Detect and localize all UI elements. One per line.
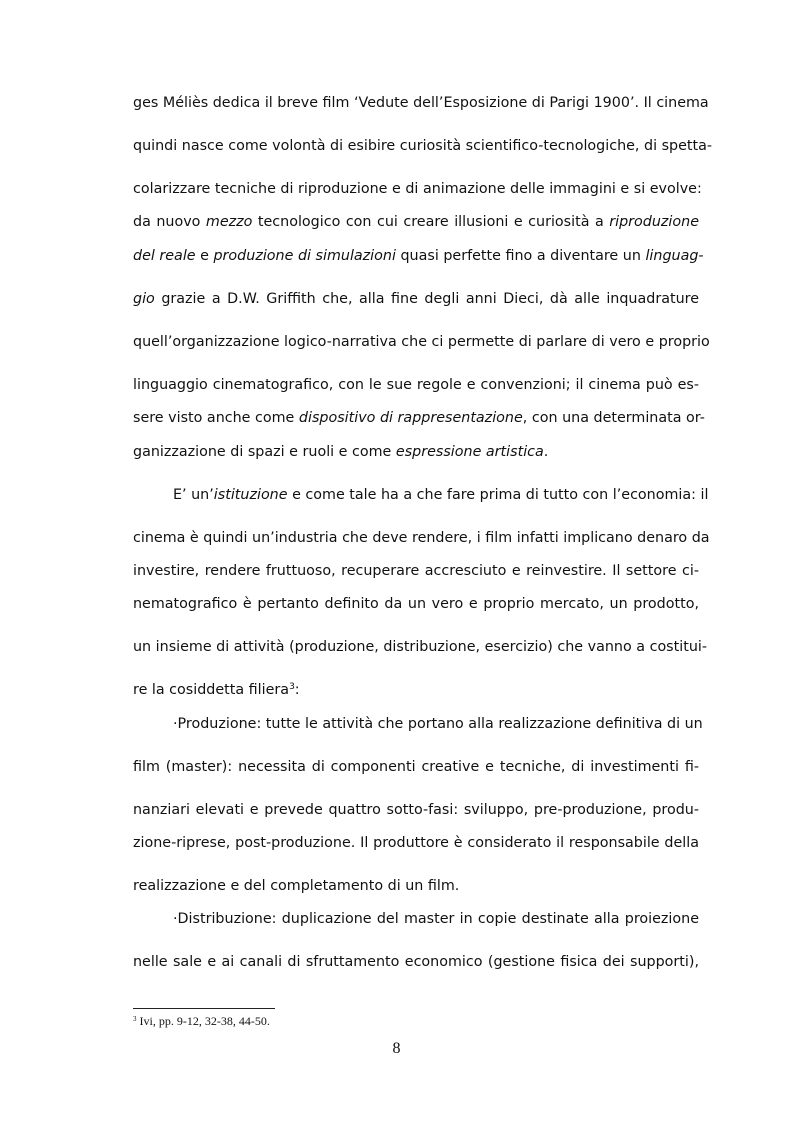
- text-line: da nuovo mezzo tecnologico con cui creare illusioni e curiosità a riproduzione: [133, 214, 699, 230]
- text-line: gio grazie a D.W. Griffith che, alla fine degli anni Dieci, dà alle inquadrature: [133, 291, 699, 307]
- text-line: quindi nasce come volontà di esibire curiosità scientifico-tecnologiche, di spetta-: [133, 138, 713, 154]
- text-line: sere visto anche come dispositivo di rappresentazione, con una determinata or-: [133, 410, 705, 426]
- text-line: nanziari elevati e prevede quattro sotto-fasi: sviluppo, pre-produzione, produ-: [133, 802, 699, 818]
- text-line: zione-riprese, post-produzione. Il produttore è considerato il responsabile della: [133, 835, 699, 851]
- footnote-reference: 3: [289, 682, 295, 692]
- text-line: ges Méliès dedica il breve film ‘Vedute dell’Esposizione di Parigi 1900’. Il cinema: [133, 95, 709, 111]
- text-line: linguaggio cinematografico, con le sue regole e convenzioni; il cinema può es-: [133, 377, 699, 393]
- text-line: un insieme di attività (produzione, distribuzione, esercizio) che vanno a costitui-: [133, 639, 708, 655]
- text-line: cinema è quindi un’industria che deve rendere, i film infatti implicano denaro da: [133, 530, 710, 546]
- page-number: 8: [392, 1040, 401, 1057]
- text-line: nelle sale e ai canali di sfruttamento economico (gestione fisica dei supporti),: [133, 954, 699, 970]
- text-line: ·Produzione: tutte le attività che portano alla realizzazione definitiva di un: [173, 716, 703, 732]
- text-line: E’ un’istituzione e come tale ha a che fare prima di tutto con l’economia: il: [173, 487, 709, 503]
- text-line: ganizzazione di spazi e ruoli e come espressione artistica.: [133, 444, 549, 460]
- text-line: film (master): necessita di componenti creative e tecniche, di investimenti fi-: [133, 759, 699, 775]
- footnote-text: Ivi, pp. 9-12, 32-38, 44-50.: [136, 1014, 270, 1028]
- text-line: re la cosiddetta filiera$^3$:: [133, 682, 300, 698]
- footnote: [133, 1013, 270, 1029]
- text-line: nematografico è pertanto definito da un vero e proprio mercato, un prodotto,: [133, 596, 699, 612]
- text-line: ·Distribuzione: duplicazione del master in copie destinate alla proiezione: [173, 911, 699, 927]
- footnote-marker: 3: [133, 1015, 137, 1023]
- footnote-divider: [133, 1008, 275, 1009]
- text-line: colarizzare tecniche di riproduzione e di animazione delle immagini e si evolve:: [133, 181, 702, 197]
- text-line: realizzazione e del completamento di un film.: [133, 878, 460, 894]
- text-line: del reale e produzione di simulazioni quasi perfette fino a diventare un linguag-: [133, 248, 704, 264]
- text-line: quell’organizzazione logico-narrativa che ci permette di parlare di vero e proprio: [133, 334, 710, 350]
- text-line: investire, rendere fruttuoso, recuperare accresciuto e reinvestire. Il settore ci-: [133, 563, 699, 579]
